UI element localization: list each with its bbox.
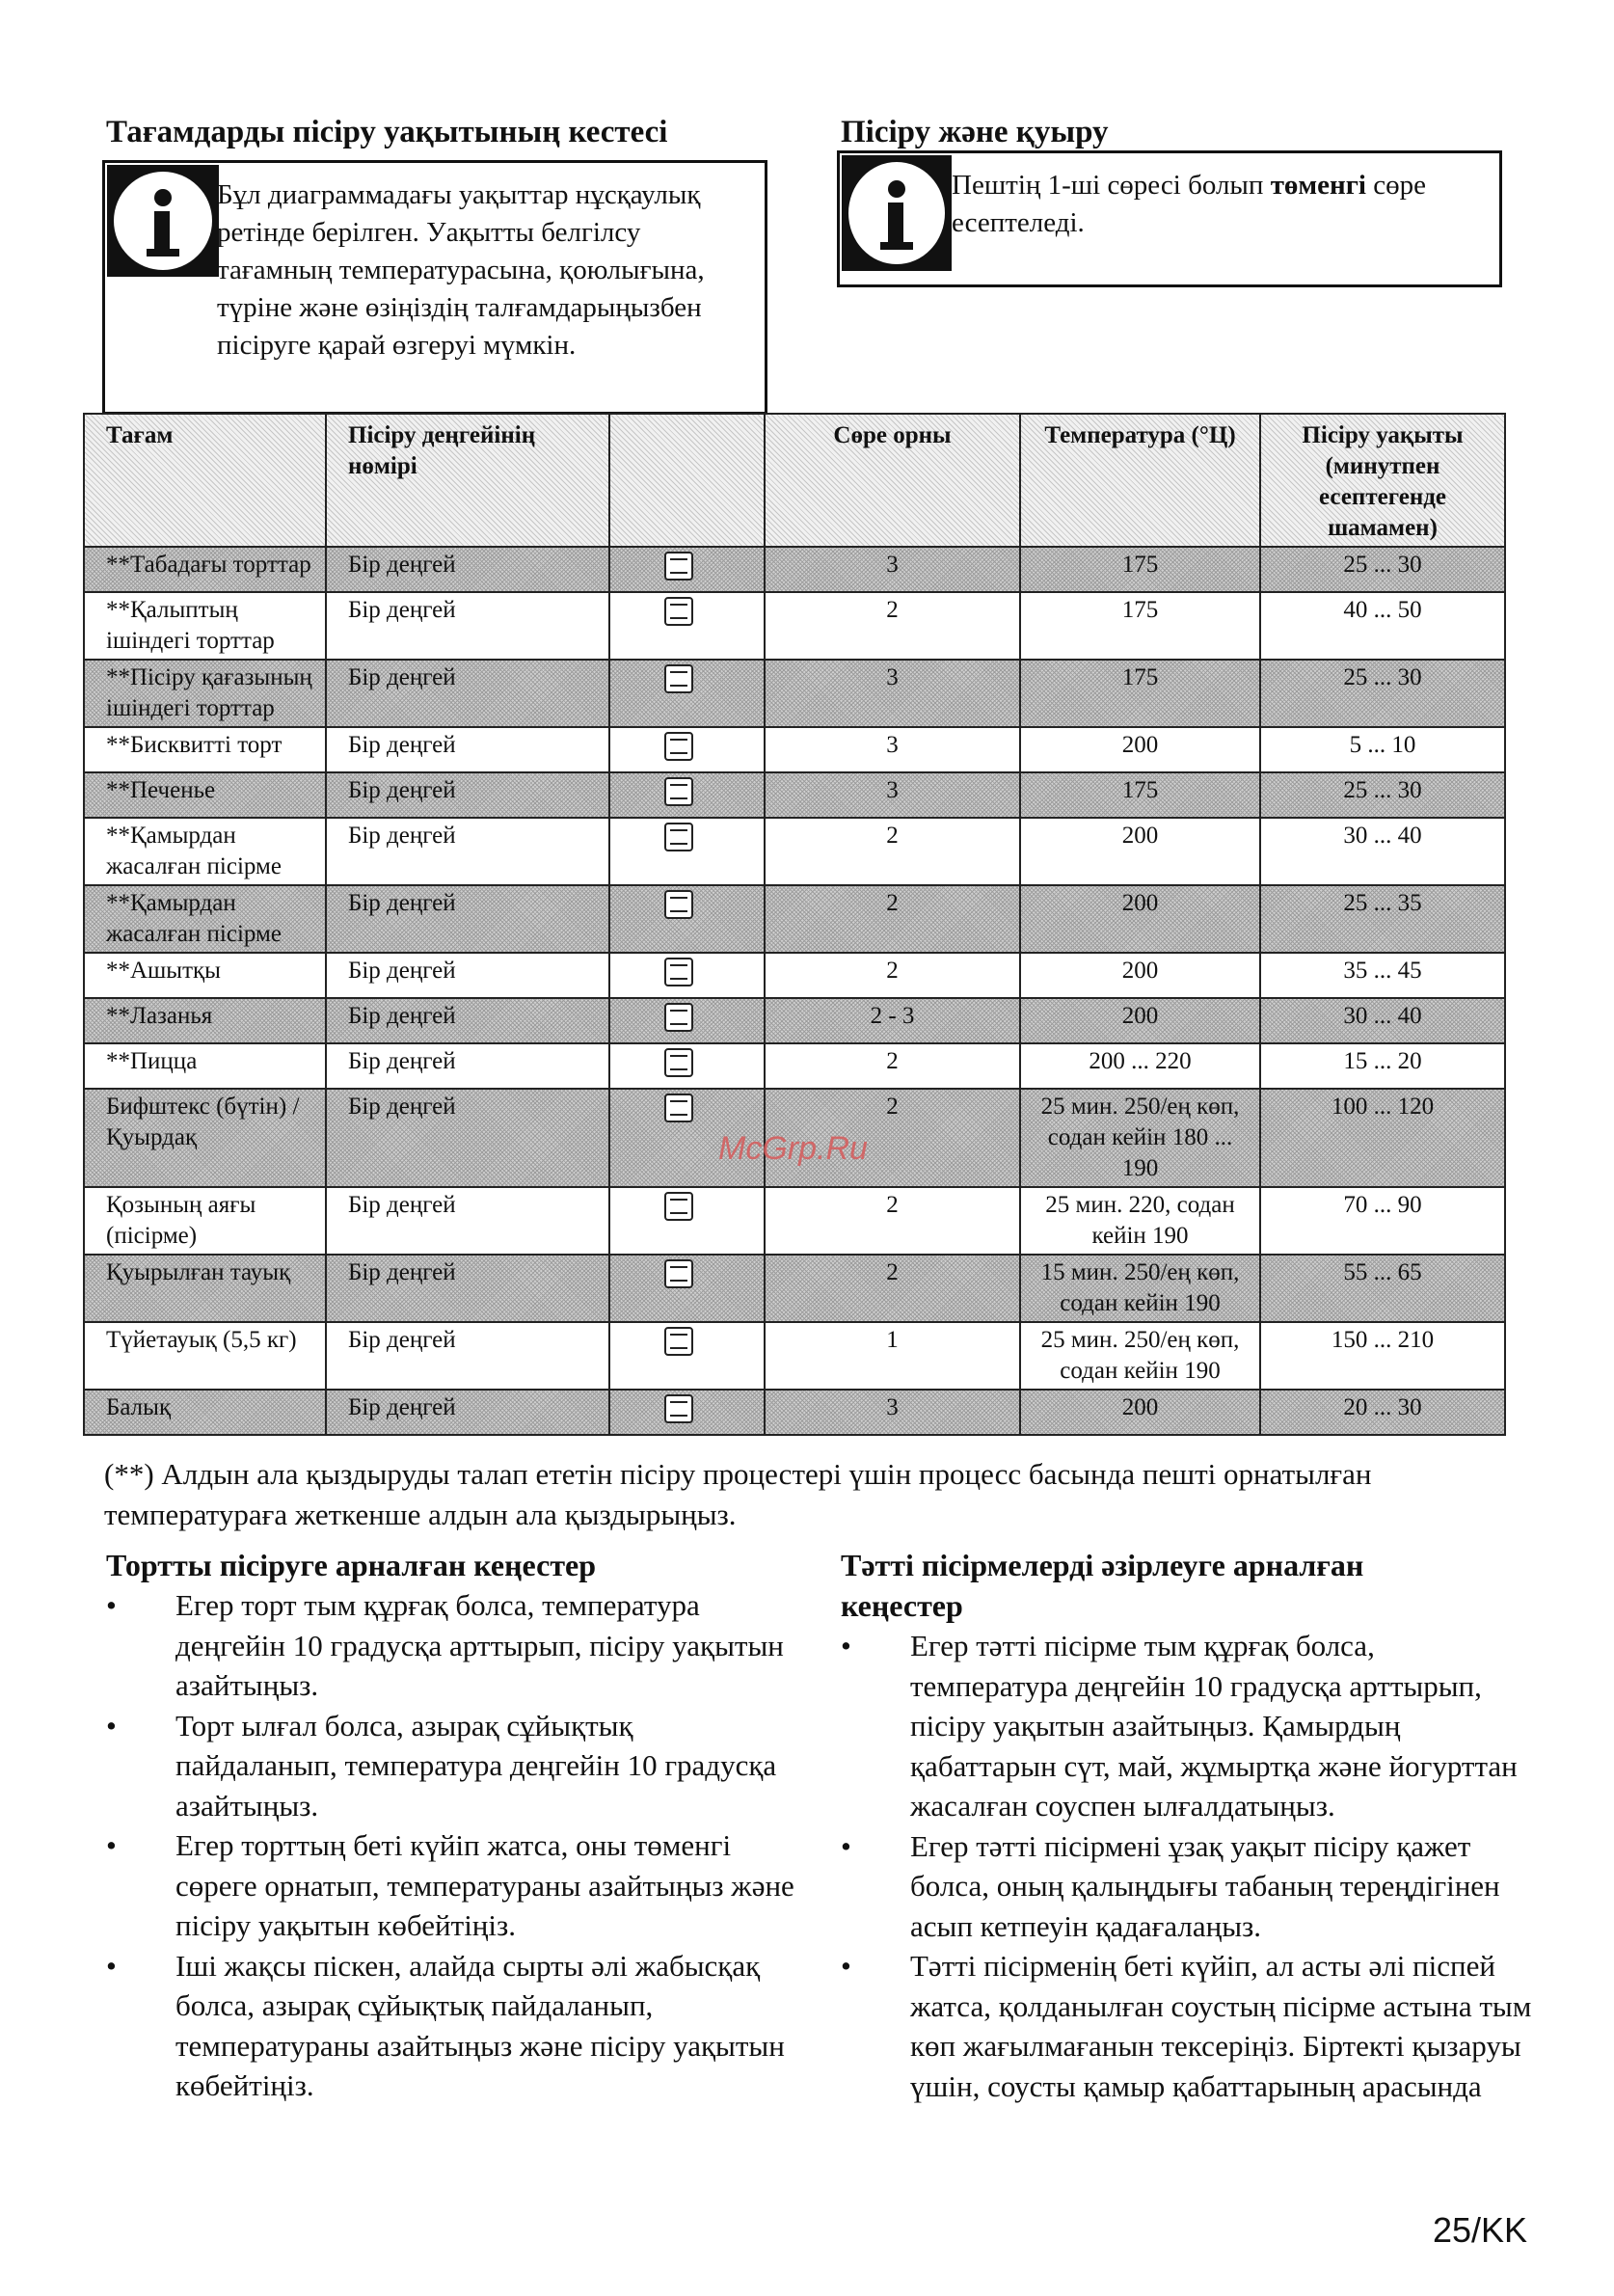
- cooking-times-note-box: [102, 160, 767, 415]
- oven-bottom-top-heat-icon: [664, 777, 693, 806]
- time-cell: 55 ... 65: [1260, 1255, 1505, 1322]
- shelf-cell: 2: [765, 818, 1020, 885]
- header-shelf: Сөре орны: [765, 414, 1020, 547]
- level-cell: Бір деңгей: [326, 592, 609, 660]
- bullet-icon: •: [841, 1949, 851, 1983]
- watermark: McGrp.Ru: [718, 1130, 868, 1167]
- tip-item: [106, 1585, 800, 1706]
- dish-cell: **Печенье: [84, 772, 326, 818]
- info-icon: [107, 165, 219, 277]
- level-cell: Бір деңгей: [326, 1089, 609, 1187]
- tip-text: Егер торттың беті күйіп жатса, оны төменгі сөреге орнатып, температураны азайтыңыз және пісіру уақытын көбейтіңіз.: [175, 1828, 794, 1942]
- temperature-cell: 200: [1020, 818, 1260, 885]
- oven-bottom-top-heat-icon: [664, 732, 693, 761]
- temperature-cell: 200: [1020, 998, 1260, 1043]
- bullet-icon: •: [106, 1828, 117, 1862]
- time-cell: 25 ... 30: [1260, 660, 1505, 727]
- temperature-cell: 25 мин. 250/ең көп, содан кейін 190: [1020, 1322, 1260, 1390]
- level-cell: Бір деңгей: [326, 1390, 609, 1435]
- oven-bottom-top-heat-icon: [664, 823, 693, 851]
- temperature-cell: 175: [1020, 592, 1260, 660]
- bullet-icon: •: [106, 1948, 117, 1983]
- shelf-cell: 2: [765, 1043, 1020, 1089]
- time-cell: 100 ... 120: [1260, 1089, 1505, 1187]
- time-cell: 150 ... 210: [1260, 1322, 1505, 1390]
- time-cell: 70 ... 90: [1260, 1187, 1505, 1255]
- time-cell: 15 ... 20: [1260, 1043, 1505, 1089]
- mode-cell: [609, 1255, 765, 1322]
- bullet-icon: •: [106, 1708, 117, 1742]
- bullet-icon: •: [106, 1588, 117, 1622]
- pastry-tips-title: Тәтті пісірмелерді әзірлеуге арналған кеңестер: [841, 1548, 1364, 1623]
- cake-tips-list: [106, 1585, 800, 2106]
- mode-cell: [609, 998, 765, 1043]
- mode-cell: [609, 1390, 765, 1435]
- tip-text: Іші жақсы піскен, алайда сырты әлі жабысқақ болса, азырақ сұйықтық пайдаланып, температураны азайтыңыз және пісіру уақытын көбейтіңіз.: [175, 1948, 785, 2102]
- dish-cell: **Табадағы торттар: [84, 547, 326, 592]
- table-row: [84, 1187, 1505, 1255]
- shelf-cell: 3: [765, 547, 1020, 592]
- pastry-tips-section: [841, 1545, 1535, 2106]
- dish-cell: Бифштекс (бүтін) / Қуырдақ: [84, 1089, 326, 1187]
- temperature-cell: 200 ... 220: [1020, 1043, 1260, 1089]
- shelf-cell: 3: [765, 660, 1020, 727]
- dish-cell: **Бисквитті торт: [84, 727, 326, 772]
- tip-item: [106, 1706, 800, 1826]
- dish-cell: Қуырылған тауық: [84, 1255, 326, 1322]
- temperature-cell: 25 мин. 250/ең көп, содан кейін 180 ... 190: [1020, 1089, 1260, 1187]
- pastry-tips-list: [841, 1626, 1535, 2106]
- shelf-cell: 3: [765, 1390, 1020, 1435]
- mode-cell: [609, 1322, 765, 1390]
- table-row: [84, 1043, 1505, 1089]
- tip-item: [841, 1826, 1535, 1947]
- baking-roasting-title: Пісіру және қуыру: [841, 115, 1109, 149]
- tip-text: Егер торт тым құрғақ болса, температура деңгейін 10 градусқа арттырып, пісіру уақытын азайтыңыз.: [175, 1588, 784, 1702]
- mode-cell: [609, 772, 765, 818]
- oven-bottom-top-heat-icon: [664, 1327, 693, 1356]
- table-row: [84, 547, 1505, 592]
- dish-cell: Түйетауық (5,5 кг): [84, 1322, 326, 1390]
- dish-cell: **Қамырдан жасалған пісірме: [84, 818, 326, 885]
- header-time: Пісіру уақыты (минутпен есептегенде шамамен): [1260, 414, 1505, 547]
- tip-item: [841, 1626, 1535, 1826]
- header-dish: Тағам: [84, 414, 326, 547]
- tip-item: [106, 1825, 800, 1946]
- oven-bottom-top-heat-icon: [664, 1048, 693, 1077]
- level-cell: Бір деңгей: [326, 885, 609, 953]
- shelf-cell: 2: [765, 1255, 1020, 1322]
- time-cell: 25 ... 35: [1260, 885, 1505, 953]
- tip-text: Торт ылғал болса, азырақ сұйықтық пайдаланып, температура деңгейін 10 градусқа азайтыңыз.: [175, 1708, 777, 1823]
- tip-item: [106, 1946, 800, 2106]
- dish-cell: **Лазанья: [84, 998, 326, 1043]
- oven-bottom-top-heat-icon: [664, 1192, 693, 1221]
- table-row: [84, 727, 1505, 772]
- shelf-cell: 2 - 3: [765, 998, 1020, 1043]
- temperature-cell: 200: [1020, 1390, 1260, 1435]
- level-cell: Бір деңгей: [326, 1187, 609, 1255]
- level-cell: Бір деңгей: [326, 772, 609, 818]
- shelf-note-text: Пештің 1-ші сөресі болып төменгі сөре есептеледі.: [952, 170, 1426, 238]
- mode-cell: [609, 592, 765, 660]
- cooking-times-table: [83, 413, 1506, 1436]
- table-section-title: Тағамдарды пісіру уақытының кестесі: [106, 115, 668, 149]
- level-cell: Бір деңгей: [326, 660, 609, 727]
- table-row: [84, 818, 1505, 885]
- tip-text: Егер тәтті пісірме тым құрғақ болса, температура деңгейін 10 градусқа арттырып, пісіру уақытын азайтыңыз. Қамырдың қабаттарын сүт, май, жұмыртқа және йогурттан жасалған соуспен ылғалдатыңыз.: [910, 1629, 1518, 1823]
- shelf-cell: 2: [765, 953, 1020, 998]
- header-temperature: Температура (°Ц): [1020, 414, 1260, 547]
- level-cell: Бір деңгей: [326, 727, 609, 772]
- shelf-cell: 2: [765, 1187, 1020, 1255]
- bullet-icon: •: [841, 1828, 851, 1863]
- temperature-cell: 175: [1020, 660, 1260, 727]
- table-row: [84, 660, 1505, 727]
- shelf-cell: 1: [765, 1322, 1020, 1390]
- table-row: [84, 885, 1505, 953]
- info-icon: [842, 155, 952, 271]
- dish-cell: **Пісіру қағазының ішіндегі торттар: [84, 660, 326, 727]
- level-cell: Бір деңгей: [326, 818, 609, 885]
- temperature-cell: 15 мин. 250/ең көп, содан кейін 190: [1020, 1255, 1260, 1322]
- level-cell: Бір деңгей: [326, 953, 609, 998]
- table-row: [84, 1390, 1505, 1435]
- time-cell: 40 ... 50: [1260, 592, 1505, 660]
- oven-bottom-top-heat-icon: [664, 1003, 693, 1032]
- shelf-cell: 2: [765, 592, 1020, 660]
- temperature-cell: 200: [1020, 727, 1260, 772]
- level-cell: Бір деңгей: [326, 1043, 609, 1089]
- bullet-icon: •: [841, 1629, 851, 1662]
- header-mode: [609, 414, 765, 547]
- mode-cell: [609, 1043, 765, 1089]
- time-cell: 5 ... 10: [1260, 727, 1505, 772]
- preheat-footnote: (**) Алдын ала қыздыруды талап ететін пісіру процестері үшін процесс басында пешті орнатылған температураға жеткенше алдын ала қыздырыңыз.: [104, 1457, 1372, 1531]
- oven-bottom-top-heat-icon: [664, 664, 693, 693]
- temperature-cell: 175: [1020, 547, 1260, 592]
- time-cell: 30 ... 40: [1260, 818, 1505, 885]
- table-row: [84, 1255, 1505, 1322]
- time-cell: 30 ... 40: [1260, 998, 1505, 1043]
- table-header-row: [84, 414, 1505, 547]
- time-cell: 25 ... 30: [1260, 547, 1505, 592]
- level-cell: Бір деңгей: [326, 547, 609, 592]
- temperature-cell: 200: [1020, 953, 1260, 998]
- mode-cell: [609, 727, 765, 772]
- header-level: Пісіру деңгейінің нөмірі: [326, 414, 609, 547]
- time-cell: 35 ... 45: [1260, 953, 1505, 998]
- table-row: [84, 998, 1505, 1043]
- page-number: 25/KK: [1433, 2210, 1528, 2250]
- mode-cell: [609, 547, 765, 592]
- oven-bottom-top-heat-icon: [664, 1259, 693, 1288]
- dish-cell: **Пицца: [84, 1043, 326, 1089]
- oven-bottom-top-heat-icon: [664, 890, 693, 919]
- mode-cell: [609, 660, 765, 727]
- oven-bottom-top-heat-icon: [664, 1094, 693, 1122]
- shelf-cell: 2: [765, 1089, 1020, 1187]
- table-row: [84, 772, 1505, 818]
- level-cell: Бір деңгей: [326, 1255, 609, 1322]
- mode-cell: [609, 953, 765, 998]
- level-cell: Бір деңгей: [326, 998, 609, 1043]
- oven-bottom-top-heat-icon: [664, 597, 693, 626]
- oven-bottom-top-heat-icon: [664, 958, 693, 986]
- mode-cell: [609, 885, 765, 953]
- table-row: [84, 1322, 1505, 1390]
- table-row: [84, 592, 1505, 660]
- cake-tips-section: [106, 1545, 800, 2106]
- dish-cell: **Ашытқы: [84, 953, 326, 998]
- shelf-cell: 3: [765, 727, 1020, 772]
- dish-cell: Балық: [84, 1390, 326, 1435]
- mode-cell: [609, 818, 765, 885]
- dish-cell: Қозының аяғы (пісірме): [84, 1187, 326, 1255]
- time-cell: 20 ... 30: [1260, 1390, 1505, 1435]
- table-row: [84, 953, 1505, 998]
- cake-tips-title: Тортты пісіруге арналған кеңестер: [106, 1548, 597, 1582]
- shelf-note-box: [837, 150, 1502, 287]
- tip-text: Тәтті пісірменің беті күйіп, ал асты әлі піспей жатса, қолданылған соустың пісірме астына тым көп жағылмағанын тексеріңіз. Біртекті қызаруы үшін, соусты қамыр қабаттарының арасында: [910, 1949, 1532, 2103]
- oven-bottom-top-heat-icon: [664, 552, 693, 581]
- mode-cell: [609, 1187, 765, 1255]
- temperature-cell: 25 мин. 220, содан кейін 190: [1020, 1187, 1260, 1255]
- shelf-cell: 2: [765, 885, 1020, 953]
- temperature-cell: 200: [1020, 885, 1260, 953]
- oven-bottom-top-heat-icon: [664, 1394, 693, 1423]
- tip-text: Егер тәтті пісірмені ұзақ уақыт пісіру қажет болса, оның қалыңдығы табаның тереңдігінен асып кетпеуін қадағалаңыз.: [910, 1828, 1500, 1943]
- tip-item: [841, 1946, 1535, 2106]
- cooking-times-note-text: Бұл диаграммадағы уақыттар нұсқаулық ретінде берілген. Уақытты белгілсу тағамның температурасына, қоюлығына, түріне және өзіңіздің талғамдарыңызбен пісіруге қарай өзгеруі мүмкін.: [217, 179, 705, 361]
- shelf-cell: 3: [765, 772, 1020, 818]
- dish-cell: **Қамырдан жасалған пісірме: [84, 885, 326, 953]
- temperature-cell: 175: [1020, 772, 1260, 818]
- level-cell: Бір деңгей: [326, 1322, 609, 1390]
- dish-cell: **Қалыптың ішіндегі торттар: [84, 592, 326, 660]
- time-cell: 25 ... 30: [1260, 772, 1505, 818]
